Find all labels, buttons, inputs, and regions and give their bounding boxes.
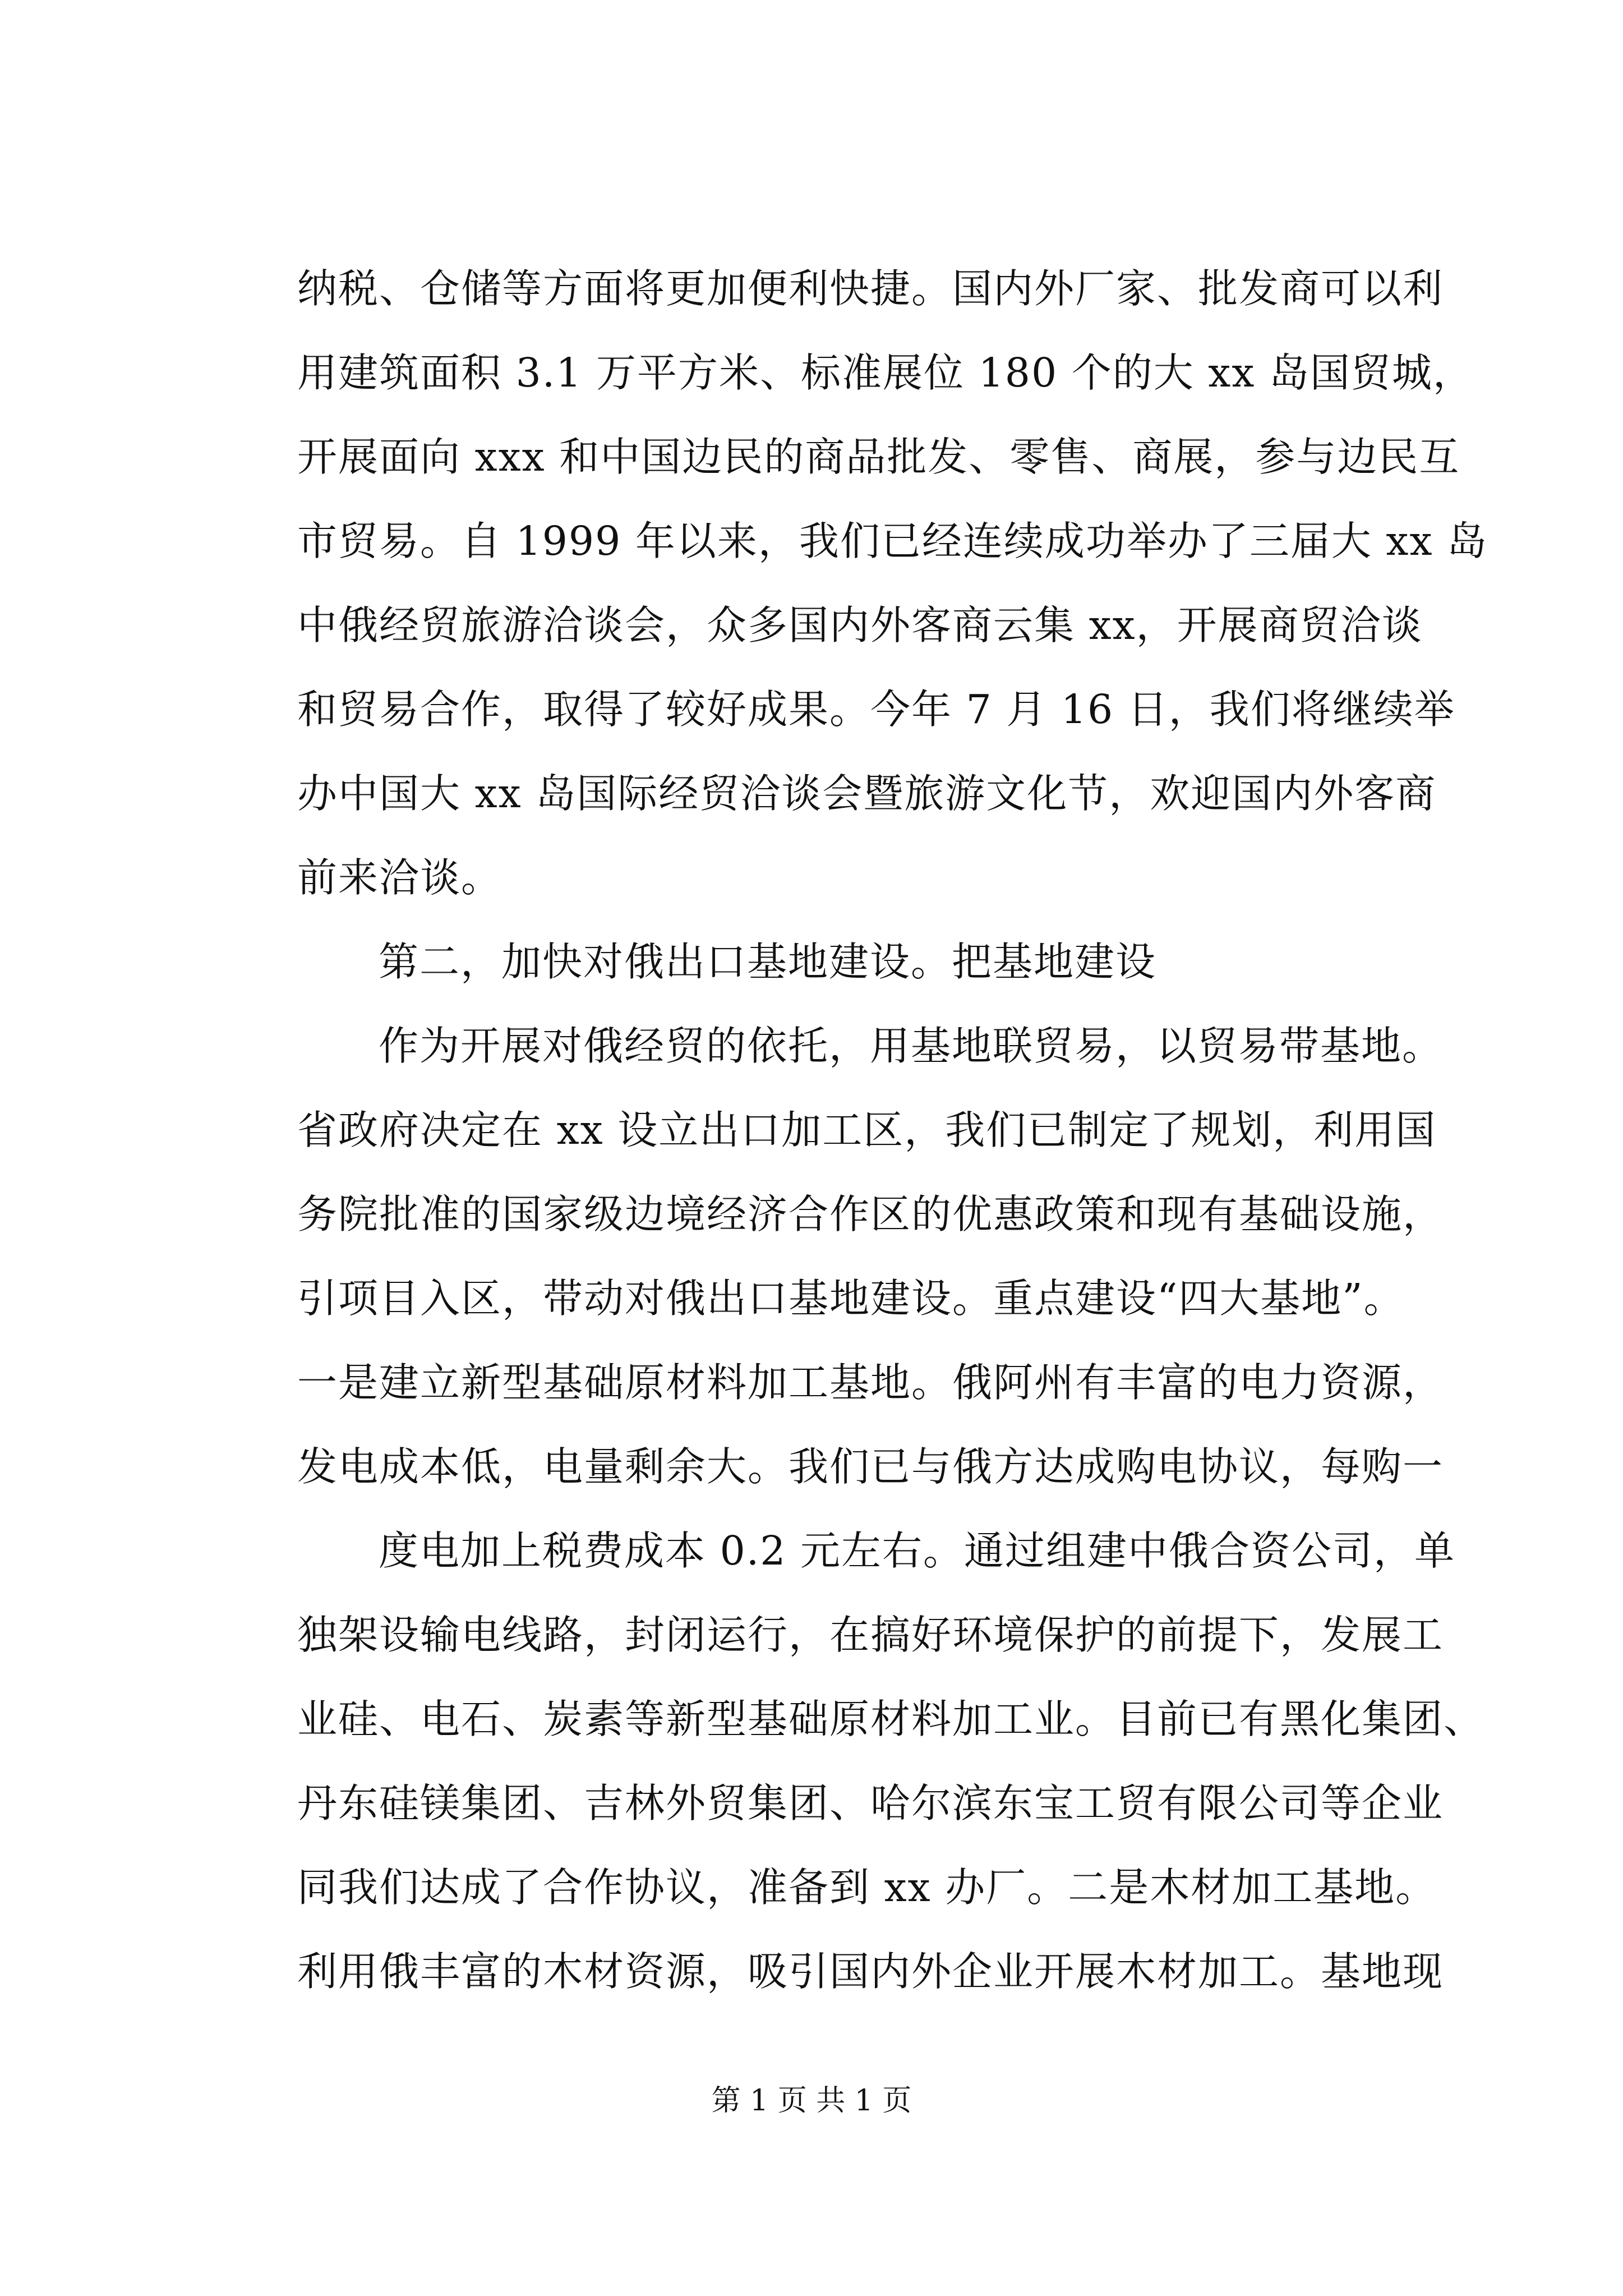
text-line: 发电成本低，电量剩余大。我们已与俄方达成购电协议，每购一 xyxy=(297,1443,1444,1490)
text-line: 一是建立新型基础原材料加工基地。俄阿州有丰富的电力资源， xyxy=(297,1359,1444,1406)
text-line: 务院批准的国家级边境经济合作区的优惠政策和现有基础设施， xyxy=(297,1191,1444,1237)
text-line: 业硅、电石、炭素等新型基础原材料加工业。目前已有黑化集团、 xyxy=(297,1696,1485,1742)
text-line: 同我们达成了合作协议，准备到 xx 办厂。二是木材加工基地。 xyxy=(297,1864,1437,1911)
text-line: 市贸易。自 1999 年以来，我们已经连续成功举办了三届大 xx 岛 xyxy=(297,518,1488,564)
text-line: 作为开展对俄经贸的依托，用基地联贸易，以贸易带基地。 xyxy=(379,1023,1444,1069)
text-line: 办中国大 xx 岛国际经贸洽谈会暨旅游文化节，欢迎国内外客商 xyxy=(297,770,1437,817)
text-line: 独架设输电线路，封闭运行，在搞好环境保护的前提下，发展工 xyxy=(297,1612,1444,1658)
text-line: 省政府决定在 xx 设立出口加工区，我们已制定了规划，利用国 xyxy=(297,1107,1437,1153)
text-line: 引项目入区，带动对俄出口基地建设。重点建设“四大基地”。 xyxy=(297,1275,1405,1322)
text-line: 和贸易合作，取得了较好成果。今年 7 月 16 日，我们将继续举 xyxy=(297,686,1455,733)
page-number-footer: 第 1 页 共 1 页 xyxy=(711,2084,912,2118)
section-heading-line: 第二，加快对俄出口基地建设。把基地建设 xyxy=(379,938,1157,985)
text-line: 度电加上税费成本 0.2 元左右。通过组建中俄合资公司，单 xyxy=(379,1527,1456,1574)
text-line: 开展面向 xxx 和中国边民的商品批发、零售、商展，参与边民互 xyxy=(297,434,1460,480)
text-line: 中俄经贸旅游洽谈会，众多国内外客商云集 xx，开展商贸洽谈 xyxy=(297,602,1423,648)
text-line: 前来洽谈。 xyxy=(297,854,502,901)
text-line: 纳税、仓储等方面将更加便利快捷。国内外厂家、批发商可以利 xyxy=(297,265,1444,312)
text-line: 丹东硅镁集团、吉林外贸集团、哈尔滨东宝工贸有限公司等企业 xyxy=(297,1780,1444,1826)
text-line: 用建筑面积 3.1 万平方米、标准展位 180 个的大 xx 岛国贸城， xyxy=(297,349,1474,396)
text-line: 利用俄丰富的木材资源，吸引国内外企业开展木材加工。基地现 xyxy=(297,1948,1444,1995)
